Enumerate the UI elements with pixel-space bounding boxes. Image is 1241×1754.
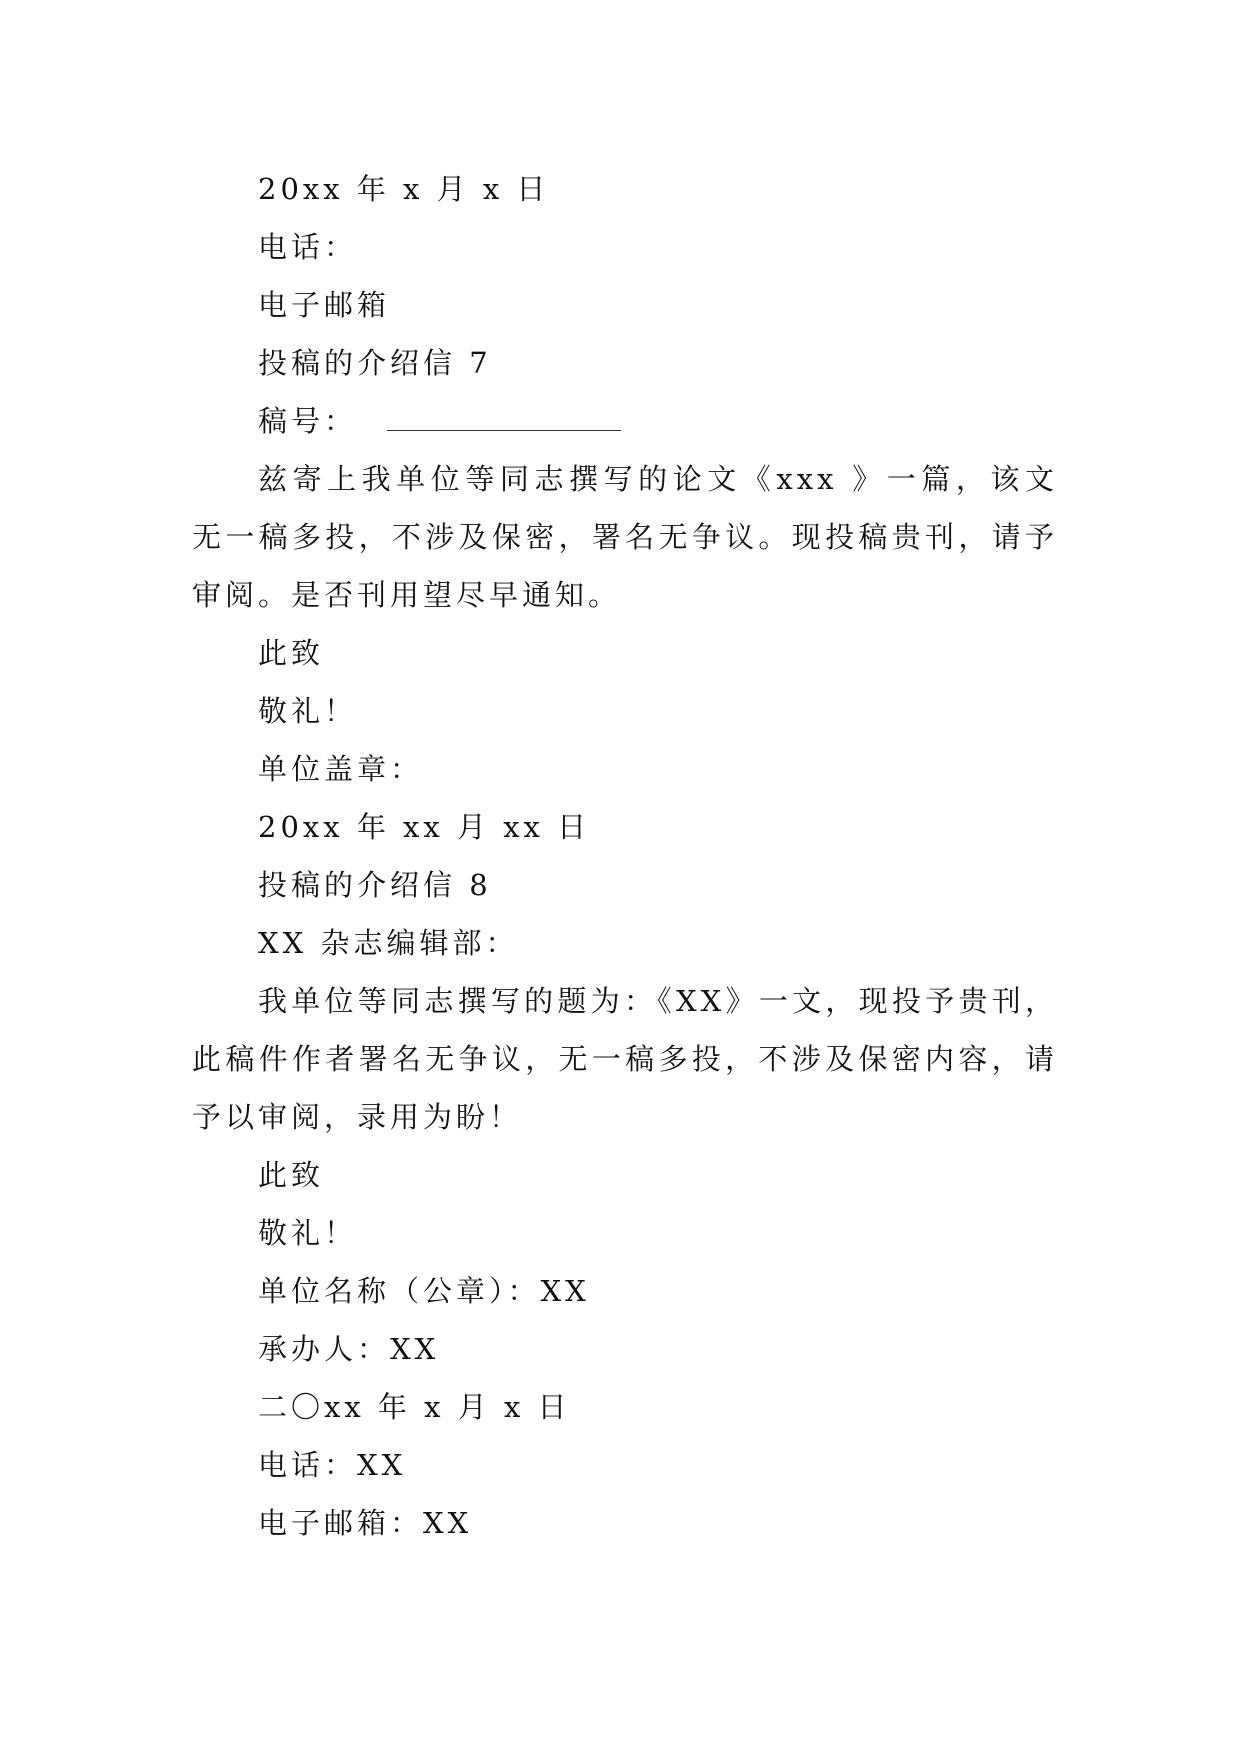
manuscript-no-label: 稿号： [258,404,358,438]
letter8-unit: 单位名称（公章）：XX [258,1274,590,1308]
letter7-date: 20xx 年 xx 月 xx 日 [258,810,591,844]
letter7-body: 兹寄上我单位等同志撰写的论文《xxx 》一篇，该文无一稿多投，不涉及保密，署名无争议。现投稿贵刊，请予审阅。是否刊用望尽早通知。 [192,462,1058,612]
manuscript-no-blank [387,404,621,431]
letter8-recipient: XX 杂志编辑部： [258,926,519,960]
letter8-phone: 电话：XX [258,1448,407,1482]
letter7-prev-email: 电子邮箱 [258,288,391,322]
letter8-closing-2: 敬礼！ [258,1216,358,1250]
letter8-handler: 承办人：XX [258,1332,440,1366]
letter7-title: 投稿的介绍信 7 [258,346,492,380]
letter7-closing-1: 此致 [258,636,325,670]
letter8-email: 电子邮箱：XX [258,1506,473,1540]
document-body [192,160,1058,1552]
letter7-prev-date: 20xx 年 x 月 x 日 [258,172,550,206]
letter8-date: 二〇xx 年 x 月 x 日 [258,1390,571,1424]
letter7-prev-phone: 电话： [258,230,358,264]
letter7-seal: 单位盖章： [258,752,424,786]
letter7-closing-2: 敬礼！ [258,694,358,728]
letter8-body: 我单位等同志撰写的题为：《XX》一文，现投予贵刊，此稿件作者署名无争议，无一稿多投，不涉及保密内容，请予以审阅，录用为盼！ [192,984,1058,1134]
letter8-closing-1: 此致 [258,1158,325,1192]
letter7-manuscript-no [192,392,1058,450]
letter8-title: 投稿的介绍信 8 [258,868,492,902]
